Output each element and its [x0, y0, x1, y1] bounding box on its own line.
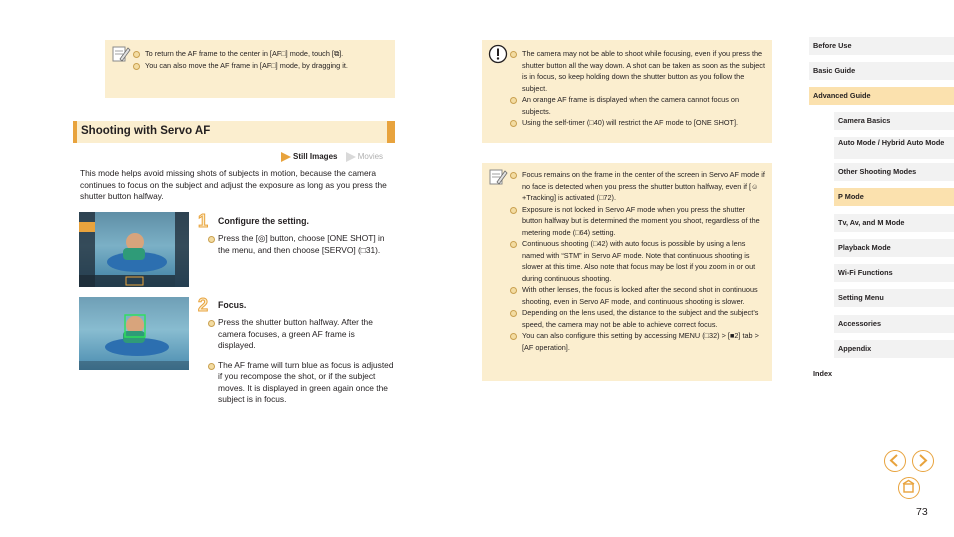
note-item: You can also configure this setting by accessing MENU (□32) > [■2] tab > [AF operation]. [508, 330, 766, 353]
nav-accessories[interactable]: Accessories [834, 315, 954, 333]
nav-basic-guide[interactable]: Basic Guide [809, 62, 954, 80]
warning-item: An orange AF frame is displayed when the camera cannot focus on subjects. [508, 94, 766, 117]
camera-screen-focus [79, 297, 189, 370]
warning-item: Using the self-timer (□40) will restrict the AF mode to [ONE SHOT]. [508, 117, 766, 129]
still-images-tag: Still Images [293, 152, 338, 161]
mode-tags [281, 151, 383, 162]
note-box-top [105, 40, 395, 98]
arrow-right-icon [913, 451, 932, 470]
camera-screen-menu [79, 212, 189, 287]
warning-box [482, 40, 772, 143]
step-1-title: Configure the setting. [218, 216, 309, 226]
note-item: Focus remains on the frame in the center of the screen in Servo AF mode if no face is detected when you press the shutter button halfway, even if [☺+Tracking] is activated (□72). [508, 169, 766, 204]
note-item: Exposure is not locked in Servo AF mode when you press the shutter button halfway but is determined the moment you shoot, regardless of the metering mode (□64) setting. [508, 204, 766, 239]
nav-p-mode[interactable]: P Mode [834, 188, 954, 206]
nav-playback-mode[interactable]: Playback Mode [834, 239, 954, 257]
nav-tv-av-m-mode[interactable]: Tv, Av, and M Mode [834, 214, 954, 232]
nav-index[interactable]: Index [813, 369, 833, 378]
step-1-number: 1 [198, 211, 209, 231]
warning-item: The camera may not be able to shoot while focusing, even if you press the shutter button all the way down. A shot can be taken as soon as the subject is in focus, so keep holding down the shutter button as you follow the subject. [508, 48, 766, 94]
nav-auto-mode[interactable]: Auto Mode / Hybrid Auto Mode [834, 137, 954, 159]
return-icon [899, 478, 918, 497]
nav-appendix[interactable]: Appendix [834, 340, 954, 358]
nav-other-shooting-modes[interactable]: Other Shooting Modes [834, 163, 954, 181]
nav-camera-basics[interactable]: Camera Basics [834, 112, 954, 130]
movies-marker-icon [346, 152, 356, 162]
step-2-body [208, 317, 394, 414]
nav-wifi-functions[interactable]: Wi-Fi Functions [834, 264, 954, 282]
note-item: Depending on the lens used, the distance to the subject and the subject’s speed, the camera may not be able to achieve correct focus. [508, 307, 766, 330]
nav-setting-menu[interactable]: Setting Menu [834, 289, 954, 307]
section-heading [73, 121, 395, 143]
pencil-note-icon [111, 44, 131, 64]
section-title: Shooting with Servo AF [81, 125, 211, 137]
note-item: You can also move the AF frame in [AF□] mode, by dragging it. [131, 60, 391, 72]
movies-tag: Movies [357, 152, 384, 161]
still-images-marker-icon [281, 152, 291, 162]
note-item: With other lenses, the focus is locked after the second shot in continuous shooting, even in Servo AF mode, and continuous shooting is slower. [508, 284, 766, 307]
step-1-instruction: Press the [◎] button, choose [ONE SHOT] in the menu, and then choose [SERVO] (□31). [208, 233, 394, 256]
step-1-body [208, 233, 394, 264]
pencil-note-icon [488, 167, 508, 187]
step-2-instruction: The AF frame will turn blue as focus is adjusted if you recompose the shot, or if the subject moves. It is displayed in green again once the subject is in focus. [208, 360, 394, 406]
intro-paragraph: This mode helps avoid missing shots of subjects in motion, because the camera continues to focus on the subject and adjust the exposure as long as you press the shutter button halfway. [80, 168, 387, 201]
step-2-number: 2 [198, 295, 209, 315]
step-2-title: Focus. [218, 300, 247, 310]
camera-screen-menu-image [79, 212, 189, 287]
arrow-left-icon [885, 451, 904, 470]
previous-page-button[interactable] [884, 450, 906, 472]
page-number: 73 [916, 506, 928, 518]
note-item: To return the AF frame to the center in [AF□] mode, touch [⧉]. [131, 48, 391, 60]
nav-before-use[interactable]: Before Use [809, 37, 954, 55]
nav-advanced-guide[interactable]: Advanced Guide [809, 87, 954, 105]
next-page-button[interactable] [912, 450, 934, 472]
back-to-start-button[interactable] [898, 477, 920, 499]
camera-screen-focus-image [79, 297, 189, 370]
note-item: Continuous shooting (□42) with auto focus is possible by using a lens named with “STM” in Servo AF mode. Note that continuous shooting is slower at this time. Also note that focus may be lost if you zoom in or out during continuous shooting. [508, 238, 766, 284]
note-box-right [482, 163, 772, 381]
step-2-instruction: Press the shutter button halfway. After the camera focuses, a green AF frame is displayed. [208, 317, 394, 352]
exclamation-icon [488, 44, 508, 64]
